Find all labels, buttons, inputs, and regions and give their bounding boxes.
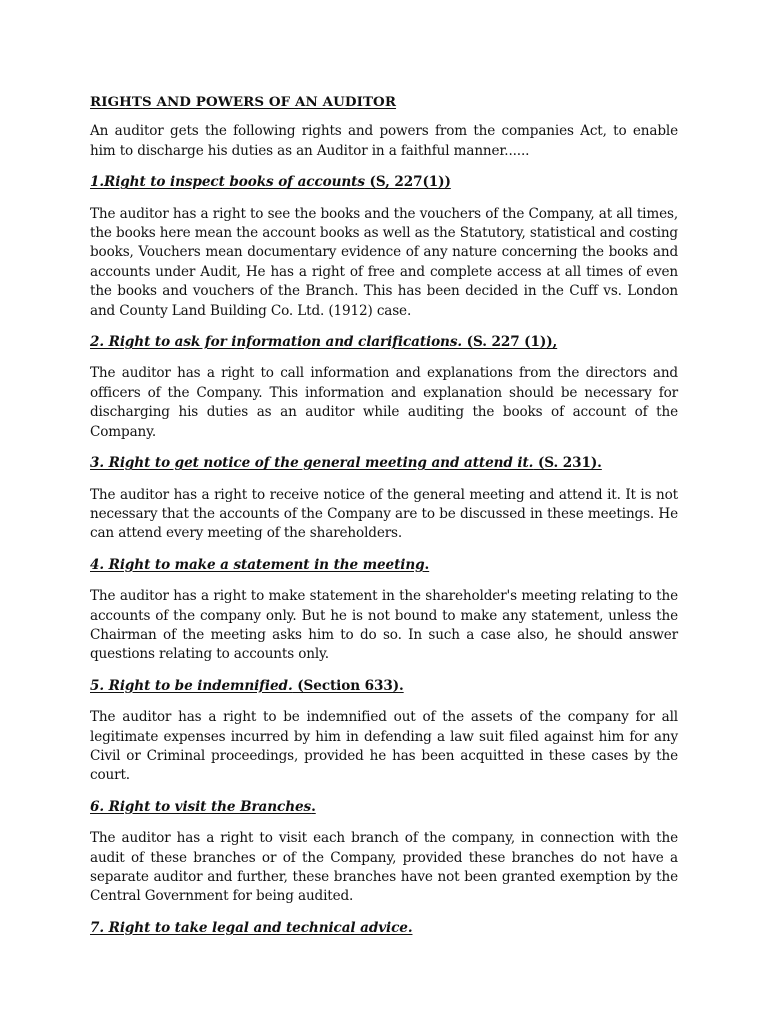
- section-heading-reference: (S, 227(1)): [364, 174, 451, 191]
- document-page: [90, 93, 678, 950]
- section-heading-reference: (Section 633).: [292, 677, 404, 694]
- section-heading-7: [90, 919, 678, 938]
- section-heading-reference: (S. 227 (1)),: [462, 334, 558, 351]
- document-title: RIGHTS AND POWERS OF AN AUDITOR: [90, 94, 397, 110]
- section-heading-4: [90, 556, 678, 575]
- section-paragraph-1: The auditor has a right to see the books and the vouchers of the Company, at all times, the books here mean the account books as well as the Statutory, statistical and costing books, Vouchers mean documentary evidence of any nature concerning the books and accounts under Audit, He has a right of free and complete access at all times of even the books and vouchers of the Branch. This has been decided in the Cuff vs. London and County Land Building Co. Ltd. (1912) case.: [90, 205, 678, 319]
- section-heading-title: 1.Right to inspect books of accounts: [90, 174, 365, 191]
- section-heading-5: [90, 677, 678, 696]
- section-heading-reference: .: [424, 556, 430, 573]
- section-heading-1: [90, 173, 678, 192]
- section-heading-3: [90, 454, 678, 473]
- section-heading-title: 6. Right to visit the Branches: [90, 798, 312, 815]
- section-heading-title: 5. Right to be indemnified.: [90, 677, 293, 694]
- section-heading-6: [90, 798, 678, 817]
- section-paragraph-2: The auditor has a right to call information and explanations from the directors and officers of the Company. This information and explanation should be necessary for discharging his duties as an auditor while auditing the books of account of the Company.: [90, 365, 678, 440]
- section-paragraph-5: The auditor has a right to be indemnified out of the assets of the company for all legitimate expenses incurred by him in defending a law suit filed against him for any Civil or Criminal proceedings, provided he has been acquitted in these cases by the court.: [90, 709, 678, 784]
- section-heading-title: 3. Right to get notice of the general meeting and attend it.: [90, 455, 534, 472]
- intro-paragraph: An auditor gets the following rights and powers from the companies Act, to enable him to discharge his duties as an Auditor in a faithful manner......: [90, 123, 678, 159]
- section-heading-title: 4. Right to make a statement in the meeting: [90, 556, 425, 573]
- section-paragraph-4: The auditor has a right to make statement in the shareholder's meeting relating to the accounts of the company only. But he is not bound to make any statement, unless the Chairman of the meeting asks him to do so. In such a case also, he should answer questions relating to accounts only.: [90, 588, 678, 663]
- section-heading-reference: .: [311, 798, 316, 815]
- section-heading-title: 2. Right to ask for information and clarifications.: [90, 334, 463, 351]
- section-heading-reference: (S. 231).: [533, 455, 602, 472]
- section-paragraph-3: The auditor has a right to receive notice of the general meeting and attend it. It is not necessary that the accounts of the Company are to be discussed in these meetings. He can attend every meeting of the shareholders.: [90, 486, 678, 542]
- section-heading-2: [90, 333, 678, 352]
- section-heading-title: 7. Right to take legal and technical advice.: [90, 919, 413, 936]
- section-paragraph-6: The auditor has a right to visit each branch of the company, in connection with the audit of these branches or of the Company, provided these branches do not have a separate auditor and further, these branches have not been granted exemption by the Central Government for being audited.: [90, 830, 678, 905]
